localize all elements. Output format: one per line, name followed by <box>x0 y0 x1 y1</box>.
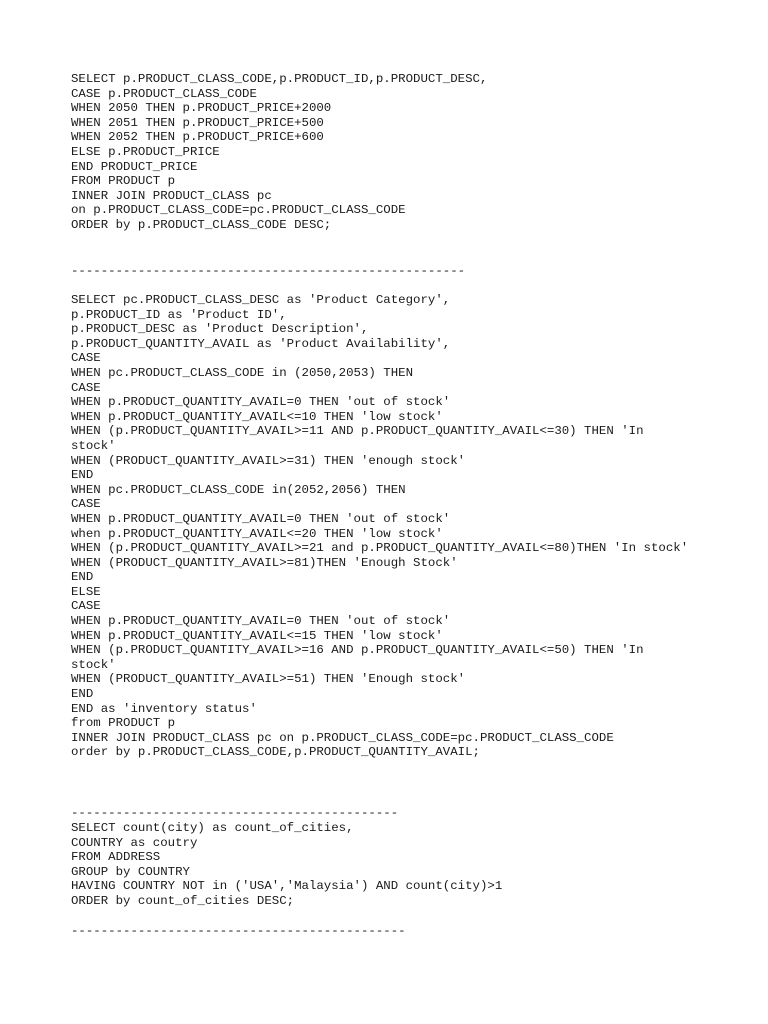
separator-line: -------------------------------------------- <box>71 806 399 820</box>
sql-query-count-cities: SELECT count(city) as count_of_cities, COUNTRY as coutry FROM ADDRESS GROUP by COUNTRY HAVING COUNTRY NOT in ('USA','Malaysia') AND count(city)>1 ORDER by count_of_cities DESC; <box>71 821 503 908</box>
separator-line: --------------------------------------------- <box>71 924 406 938</box>
separator-line: ----------------------------------------------------- <box>71 264 466 278</box>
sql-query-inventory-status: SELECT pc.PRODUCT_CLASS_DESC as 'Product Category', p.PRODUCT_ID as 'Product ID', p.PRODUCT_DESC as 'Product Description', p.PRODUCT_QUANTITY_AVAIL as 'Product Availability', CASE WHEN pc.PRODUCT_CLASS_CODE in (2050,2053) THEN CASE WHEN p.PRODUCT_QUANTITY_AVAIL=0 THEN 'out of stock' WHEN p.PRODUCT_QUANTITY_AVAIL<=10 THEN 'low stock' WHEN (p.PRODUCT_QUANTITY_AVAIL>=11 AND p.PRODUCT_QUANTITY_AVAIL<=30) THEN 'In stock' WHEN (PRODUCT_QUANTITY_AVAIL>=31) THEN 'enough stock' END WHEN pc.PRODUCT_CLASS_CODE in(2052,2056) THEN CASE WHEN p.PRODUCT_QUANTITY_AVAIL=0 THEN 'out of stock' when p.PRODUCT_QUANTITY_AVAIL<=20 THEN 'low stock' WHEN (p.PRODUCT_QUANTITY_AVAIL>=21 and p.PRODUCT_QUANTITY_AVAIL<=80)THEN 'In stock' WHEN (PRODUCT_QUANTITY_AVAIL>=81)THEN 'Enough Stock' END ELSE CASE WHEN p.PRODUCT_QUANTITY_AVAIL=0 THEN 'out of stock' WHEN p.PRODUCT_QUANTITY_AVAIL<=15 THEN 'low stock' WHEN (p.PRODUCT_QUANTITY_AVAIL>=16 AND p.PRODUCT_QUANTITY_AVAIL<=50) THEN 'In stock' WHEN (PRODUCT_QUANTITY_AVAIL>=51) THEN 'Enough stock' END END as 'inventory status' from PRODUCT p INNER JOIN PRODUCT_CLASS pc on p.PRODUCT_CLASS_CODE=pc.PRODUCT_CLASS_CODE order by p.PRODUCT_CLASS_CODE,p.PRODUCT_QUANTITY_AVAIL; <box>71 293 689 760</box>
sql-query-product-price: SELECT p.PRODUCT_CLASS_CODE,p.PRODUCT_ID,p.PRODUCT_DESC, CASE p.PRODUCT_CLASS_CODE WHEN 2050 THEN p.PRODUCT_PRICE+2000 WHEN 2051 THEN p.PRODUCT_PRICE+500 WHEN 2052 THEN p.PRODUCT_PRICE+600 ELSE p.PRODUCT_PRICE END PRODUCT_PRICE FROM PRODUCT p INNER JOIN PRODUCT_CLASS pc on p.PRODUCT_CLASS_CODE=pc.PRODUCT_CLASS_CODE ORDER by p.PRODUCT_CLASS_CODE DESC; <box>71 72 488 232</box>
